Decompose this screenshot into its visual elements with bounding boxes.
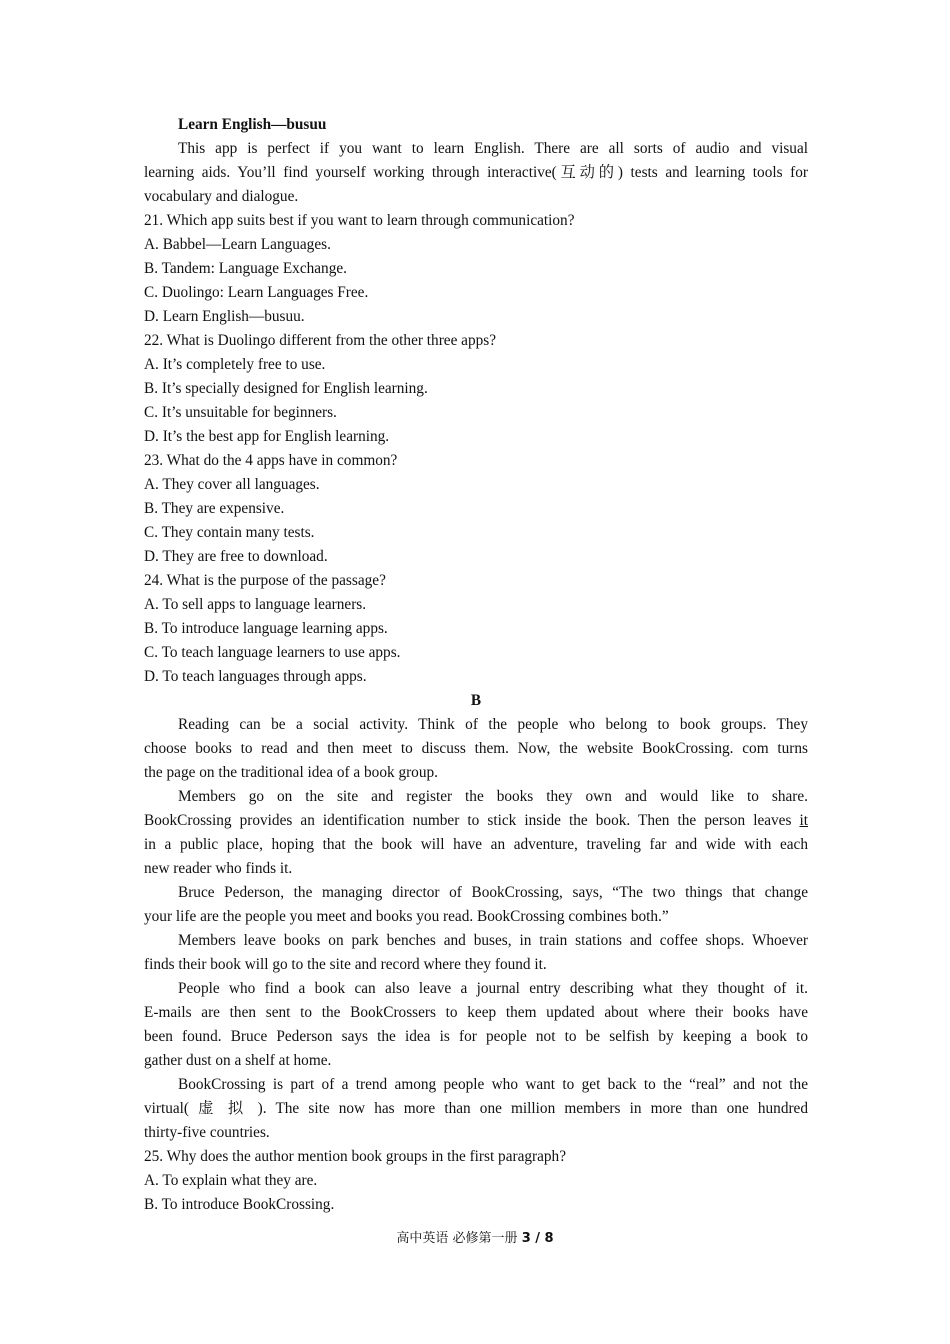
option: A. To sell apps to language learners. — [144, 596, 367, 613]
paragraph-line: gather dust on a shelf at home. — [144, 1052, 332, 1069]
question-25: 25. Why does the author mention book groups in the first paragraph? — [144, 1148, 566, 1165]
option: B. To introduce language learning apps. — [144, 620, 388, 637]
question-24: 24. What is the purpose of the passage? — [144, 572, 386, 589]
paragraph-line: finds their book will go to the site and record where they found it. — [144, 956, 547, 973]
option: B. It’s specially designed for English learning. — [144, 380, 428, 397]
paragraph-line: virtual( 虚 拟 ). The site now has more than one million members in more than one hundred — [144, 1100, 808, 1117]
paragraph-line: BookCrossing is part of a trend among people who want to get back to the “real” and not the — [178, 1076, 808, 1093]
option: A. It’s completely free to use. — [144, 356, 326, 373]
paragraph-line: new reader who finds it. — [144, 860, 293, 877]
page-content — [144, 113, 808, 1217]
paragraph-line: learning aids. You’ll find yourself working through interactive(互动的) tests and learning tools for — [144, 164, 808, 181]
option: A. Babbel—Learn Languages. — [144, 236, 331, 253]
paragraph-line: Members leave books on park benches and buses, in train stations and coffee shops. Whoever — [178, 932, 808, 949]
option: D. It’s the best app for English learning. — [144, 428, 390, 445]
paragraph-line: vocabulary and dialogue. — [144, 188, 299, 205]
paragraph-line: This app is perfect if you want to learn English. There are all sorts of audio and visual — [178, 140, 808, 157]
paragraph-line: People who find a book can also leave a journal entry describing what they thought of it. — [178, 980, 808, 997]
option: C. They contain many tests. — [144, 524, 315, 541]
paragraph-line: Members go on the site and register the books they own and would like to share. — [178, 788, 808, 805]
option: D. Learn English—busuu. — [144, 308, 305, 325]
option: B. To introduce BookCrossing. — [144, 1196, 335, 1213]
paragraph-line: Reading can be a social activity. Think of the people who belong to book groups. They — [178, 716, 808, 733]
question-23: 23. What do the 4 apps have in common? — [144, 452, 398, 469]
option: C. It’s unsuitable for beginners. — [144, 404, 337, 421]
text-run: BookCrossing provides an identification number to stick inside the book. Then the person leaves — [144, 812, 800, 829]
paragraph-line: the page on the traditional idea of a book group. — [144, 764, 438, 781]
paragraph-line: your life are the people you meet and books you read. BookCrossing combines both.” — [144, 908, 669, 925]
option: D. To teach languages through apps. — [144, 668, 367, 685]
app-title-busuu: Learn English—busuu — [178, 116, 327, 133]
paragraph-line: E-mails are then sent to the BookCrossers to keep them updated about where their books have — [144, 1004, 808, 1021]
page-footer — [0, 1229, 950, 1249]
option: A. To explain what they are. — [144, 1172, 318, 1189]
option: B. Tandem: Language Exchange. — [144, 260, 347, 277]
paragraph-line: Bruce Pederson, the managing director of BookCrossing, says, “The two things that change — [178, 884, 808, 901]
footer-book-title: 高中英语 必修第一册 — [396, 1231, 522, 1246]
option: D. They are free to download. — [144, 548, 328, 565]
paragraph-line: thirty-five countries. — [144, 1124, 270, 1141]
option: A. They cover all languages. — [144, 476, 320, 493]
option: C. Duolingo: Learn Languages Free. — [144, 284, 369, 301]
section-heading-b: B — [470, 692, 482, 709]
underlined-word: it — [799, 812, 808, 829]
option: C. To teach language learners to use apps. — [144, 644, 401, 661]
page-number: 3 / 8 — [521, 1231, 554, 1246]
paragraph-line: choose books to read and then meet to discuss them. Now, the website BookCrossing. com turns — [144, 740, 808, 757]
option: B. They are expensive. — [144, 500, 285, 517]
question-22: 22. What is Duolingo different from the other three apps? — [144, 332, 497, 349]
paragraph-line: been found. Bruce Pederson says the idea is for people not to be selfish by keeping a book to — [144, 1028, 808, 1045]
paragraph-line: in a public place, hoping that the book will have an adventure, traveling far and wide with each — [144, 836, 808, 853]
paragraph-line — [144, 809, 808, 833]
question-21: 21. Which app suits best if you want to learn through communication? — [144, 212, 575, 229]
